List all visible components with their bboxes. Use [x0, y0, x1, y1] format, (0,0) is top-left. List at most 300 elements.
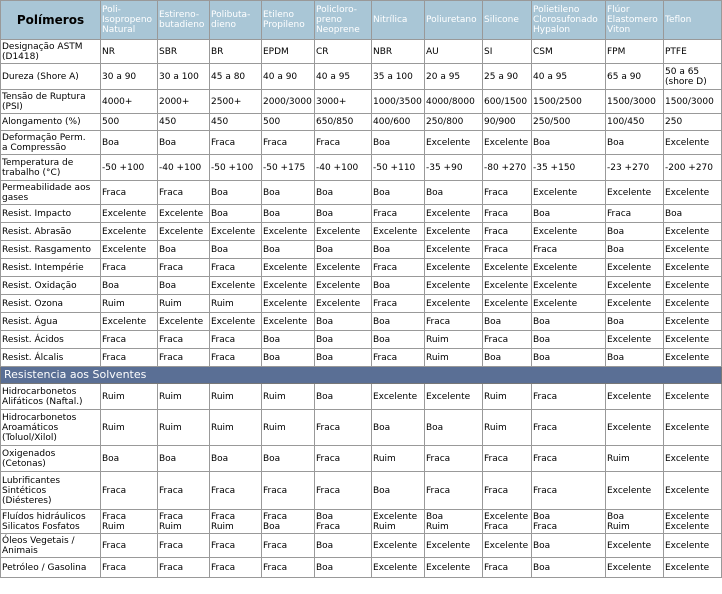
- row-label: [1, 223, 101, 241]
- row-label: [1, 131, 101, 155]
- table-cell: [210, 114, 262, 131]
- table-cell: [101, 223, 158, 241]
- cell-text: Ruim: [607, 453, 630, 464]
- cell-text: (D1418): [2, 51, 39, 62]
- table-cell: [606, 90, 664, 114]
- cell-text: Boa: [263, 453, 281, 464]
- table-cell: [262, 331, 315, 349]
- table-cell: [606, 534, 664, 558]
- cell-text: Excelente: [426, 262, 471, 273]
- table-cell: [158, 331, 210, 349]
- table-cell: [158, 472, 210, 510]
- row-label: [1, 349, 101, 367]
- cell-text: Fraca: [607, 208, 632, 219]
- table-cell: [101, 131, 158, 155]
- cell-text: Boa: [533, 137, 551, 148]
- cell-text: Boa: [316, 316, 334, 327]
- table-cell: [664, 223, 722, 241]
- table-cell: [158, 277, 210, 295]
- table-cell: [483, 384, 532, 410]
- table-cell: [101, 472, 158, 510]
- table-cell: [372, 313, 425, 331]
- cell-text: Fraca: [102, 334, 127, 345]
- table-cell: [262, 155, 315, 181]
- table-cell: [532, 223, 606, 241]
- table-cell: [158, 114, 210, 131]
- row-label: [1, 241, 101, 259]
- cell-text: Fraca: [373, 352, 398, 363]
- table-cell: [664, 205, 722, 223]
- table-cell: [158, 446, 210, 472]
- cell-text: 3000+: [316, 96, 347, 107]
- cell-text: 2500+: [211, 96, 242, 107]
- table-cell: [315, 90, 372, 114]
- table-row: [1, 472, 722, 510]
- cell-text: Etileno: [263, 10, 294, 20]
- row-label: [1, 384, 101, 410]
- table-cell: [101, 510, 158, 534]
- cell-text: Fraca: [316, 521, 341, 532]
- cell-text: Fraca: [102, 485, 127, 496]
- table-cell: [425, 131, 483, 155]
- cell-text: preno: [316, 15, 342, 25]
- cell-text: Ruim: [373, 521, 396, 532]
- table-cell: [372, 510, 425, 534]
- table-cell: [210, 259, 262, 277]
- table-cell: [101, 349, 158, 367]
- cell-text: Excelente: [316, 298, 361, 309]
- cell-text: Fraca: [159, 562, 184, 573]
- table-cell: [315, 40, 372, 64]
- table-cell: [210, 331, 262, 349]
- column-header: [262, 1, 315, 40]
- cell-text: Excelente: [533, 280, 578, 291]
- cell-text: Boa: [263, 352, 281, 363]
- cell-text: PTFE: [665, 46, 687, 57]
- cell-text: Excelente: [484, 540, 529, 551]
- cell-text: Fraca: [373, 262, 398, 273]
- table-row: [1, 90, 722, 114]
- cell-text: Excelente: [211, 280, 256, 291]
- cell-text: Designação ASTM: [2, 41, 83, 52]
- cell-text: Hidrocarbonetos: [2, 386, 77, 397]
- table-cell: [262, 510, 315, 534]
- table-cell: [425, 349, 483, 367]
- cell-text: Excelente: [211, 226, 256, 237]
- cell-text: Excelente: [607, 298, 652, 309]
- table-cell: [606, 181, 664, 205]
- table-cell: [101, 155, 158, 181]
- cell-text: Fraca: [102, 511, 127, 522]
- table-cell: [606, 510, 664, 534]
- cell-text: Boa: [373, 187, 391, 198]
- cell-text: Boa: [607, 244, 625, 255]
- cell-text: Resist. Impacto: [2, 208, 72, 219]
- table-cell: [158, 558, 210, 578]
- cell-text: Fraca: [533, 453, 558, 464]
- table-cell: [425, 223, 483, 241]
- cell-text: Excelente: [211, 316, 256, 327]
- cell-text: Ruim: [102, 521, 125, 532]
- cell-text: -23 +270: [607, 162, 650, 173]
- table-cell: [315, 558, 372, 578]
- cell-text: Fraca: [263, 485, 288, 496]
- cell-text: 25 a 90: [484, 71, 519, 82]
- cell-text: Fluídos hidráulicos: [2, 511, 86, 522]
- table-cell: [664, 410, 722, 446]
- table-cell: [101, 205, 158, 223]
- table-cell: [158, 90, 210, 114]
- table-cell: [664, 331, 722, 349]
- cell-text: EPDM: [263, 46, 289, 57]
- cell-text: Boa: [607, 511, 625, 522]
- table-cell: [532, 558, 606, 578]
- table-cell: [606, 384, 664, 410]
- cell-text: Fraca: [316, 137, 341, 148]
- table-cell: [158, 131, 210, 155]
- table-row: [1, 446, 722, 472]
- cell-text: Nitrílica: [373, 15, 408, 25]
- table-row: [1, 331, 722, 349]
- table-cell: [372, 205, 425, 223]
- table-cell: [483, 205, 532, 223]
- cell-text: Fraca: [263, 562, 288, 573]
- cell-text: Resist. Oxidação: [2, 280, 77, 291]
- table-cell: [262, 90, 315, 114]
- table-cell: [262, 205, 315, 223]
- cell-text: butadieno: [159, 20, 205, 30]
- cell-text: Fraca: [373, 298, 398, 309]
- table-cell: [372, 40, 425, 64]
- cell-text: Ruim: [426, 334, 449, 345]
- cell-text: Boa: [373, 334, 391, 345]
- table-cell: [532, 114, 606, 131]
- table-cell: [606, 114, 664, 131]
- cell-text: Excelente: [426, 391, 471, 402]
- cell-text: Ruim: [211, 521, 234, 532]
- cell-text: Alifáticos (Naftal.): [2, 396, 83, 407]
- cell-text: Excelente: [665, 562, 710, 573]
- table-row: [1, 510, 722, 534]
- table-cell: [372, 64, 425, 90]
- table-cell: [210, 40, 262, 64]
- cell-text: 1500/3000: [665, 96, 714, 107]
- cell-text: Boa: [263, 187, 281, 198]
- cell-text: Excelente: [316, 262, 361, 273]
- row-label: [1, 510, 101, 534]
- cell-text: Boa: [373, 244, 391, 255]
- cell-text: Excelente: [484, 262, 529, 273]
- cell-text: Excelente: [607, 422, 652, 433]
- table-cell: [532, 349, 606, 367]
- table-cell: [315, 64, 372, 90]
- cell-text: Excelente: [373, 562, 418, 573]
- table-cell: [315, 155, 372, 181]
- table-cell: [262, 472, 315, 510]
- column-header: [606, 1, 664, 40]
- cell-text: CR: [316, 46, 329, 57]
- cell-text: Excelente: [665, 262, 710, 273]
- table-cell: [158, 295, 210, 313]
- table-cell: [262, 384, 315, 410]
- cell-text: 30 a 90: [102, 71, 137, 82]
- table-cell: [372, 384, 425, 410]
- cell-text: Polibuta-: [211, 10, 251, 20]
- table-row: [1, 349, 722, 367]
- cell-text: Fraca: [316, 485, 341, 496]
- cell-text: 100/450: [607, 117, 645, 127]
- table-cell: [210, 205, 262, 223]
- table-cell: [532, 181, 606, 205]
- cell-text: Excelente: [607, 540, 652, 551]
- cell-text: Fraca: [159, 511, 184, 522]
- table-cell: [158, 410, 210, 446]
- table-cell: [606, 331, 664, 349]
- cell-text: Boa: [533, 562, 551, 573]
- table-cell: [315, 313, 372, 331]
- table-cell: [664, 259, 722, 277]
- table-cell: [372, 410, 425, 446]
- table-cell: [483, 295, 532, 313]
- cell-text: Boa: [533, 511, 551, 522]
- cell-text: -50 +100: [211, 162, 254, 173]
- row-label: [1, 331, 101, 349]
- cell-text: Excelente: [263, 262, 308, 273]
- table-cell: [532, 534, 606, 558]
- cell-text: Boa: [665, 208, 683, 219]
- cell-text: Excelente: [426, 208, 471, 219]
- cell-text: Fraca: [484, 244, 509, 255]
- table-cell: [532, 64, 606, 90]
- table-cell: [664, 472, 722, 510]
- cell-text: Fraca: [263, 137, 288, 148]
- cell-text: Natural: [102, 25, 136, 35]
- table-cell: [664, 384, 722, 410]
- cell-text: Excelente: [665, 244, 710, 255]
- cell-text: Fraca: [426, 485, 451, 496]
- cell-text: SI: [484, 46, 493, 57]
- cell-text: 35 a 100: [373, 71, 413, 82]
- cell-text: SBR: [159, 46, 178, 57]
- table-cell: [101, 241, 158, 259]
- column-header: [664, 1, 722, 40]
- table-cell: [606, 313, 664, 331]
- table-cell: [372, 259, 425, 277]
- table-row: [1, 558, 722, 578]
- table-cell: [532, 472, 606, 510]
- cell-text: 2000/3000: [263, 96, 312, 107]
- cell-text: Fraca: [211, 262, 236, 273]
- cell-text: Excelente: [159, 316, 204, 327]
- section-title: Resistencia aos Solventes: [1, 367, 722, 384]
- cell-text: Elastomero: [607, 15, 658, 25]
- table-cell: [101, 64, 158, 90]
- cell-text: 250: [665, 117, 683, 127]
- table-cell: [210, 90, 262, 114]
- table-cell: [606, 558, 664, 578]
- table-cell: [372, 277, 425, 295]
- cell-text: Excelente: [316, 226, 361, 237]
- cell-text: Fraca: [484, 187, 509, 198]
- table-cell: [315, 384, 372, 410]
- table-cell: [315, 446, 372, 472]
- table-cell: [483, 155, 532, 181]
- table-cell: [315, 205, 372, 223]
- table-cell: [262, 181, 315, 205]
- cell-text: Animais: [2, 545, 38, 556]
- table-cell: [425, 534, 483, 558]
- table-cell: [425, 331, 483, 349]
- table-cell: [425, 155, 483, 181]
- cell-text: Ruim: [159, 521, 182, 532]
- cell-text: Fraca: [533, 391, 558, 402]
- table-cell: [315, 131, 372, 155]
- cell-text: 1500/2500: [533, 96, 582, 107]
- cell-text: Boa: [426, 422, 444, 433]
- cell-text: Viton: [607, 25, 631, 35]
- cell-text: 50 a 65: [665, 66, 700, 77]
- table-cell: [210, 510, 262, 534]
- table-cell: [372, 90, 425, 114]
- cell-text: 20 a 95: [426, 71, 461, 82]
- table-row: [1, 241, 722, 259]
- table-cell: [262, 534, 315, 558]
- cell-text: Excelente: [102, 208, 147, 219]
- table-cell: [210, 155, 262, 181]
- table-cell: [262, 558, 315, 578]
- cell-text: 1500/3000: [607, 96, 656, 107]
- cell-text: Excelente: [426, 562, 471, 573]
- cell-text: Excelente: [665, 226, 710, 237]
- cell-text: Excelente: [373, 511, 418, 522]
- cell-text: Fraca: [159, 262, 184, 273]
- cell-text: (shore D): [665, 76, 707, 87]
- cell-text: Excelente: [533, 262, 578, 273]
- column-header: [158, 1, 210, 40]
- cell-text: FPM: [607, 46, 626, 57]
- table-cell: [372, 534, 425, 558]
- table-cell: [425, 277, 483, 295]
- table-cell: [262, 131, 315, 155]
- table-cell: [210, 534, 262, 558]
- table-cell: [532, 331, 606, 349]
- table-cell: [315, 277, 372, 295]
- cell-text: Excelente: [607, 485, 652, 496]
- cell-text: Boa: [607, 316, 625, 327]
- cell-text: 250/800: [426, 117, 464, 127]
- cell-text: Excelente: [484, 280, 529, 291]
- table-cell: [372, 223, 425, 241]
- table-row: [1, 205, 722, 223]
- cell-text: AU: [426, 46, 439, 57]
- cell-text: Fraca: [211, 540, 236, 551]
- cell-text: 1000/3500: [373, 96, 422, 107]
- table-cell: [210, 295, 262, 313]
- cell-text: Boa: [316, 352, 334, 363]
- table-cell: [532, 241, 606, 259]
- cell-text: Fraca: [426, 316, 451, 327]
- cell-text: Boa: [263, 334, 281, 345]
- cell-text: Ruim: [373, 453, 396, 464]
- cell-text: a Compressão: [2, 142, 67, 153]
- cell-text: Excelente: [426, 226, 471, 237]
- row-label: [1, 181, 101, 205]
- cell-text: Óleos Vegetais /: [2, 535, 75, 546]
- table-cell: [606, 410, 664, 446]
- cell-text: Silicatos Fosfatos: [2, 521, 80, 532]
- cell-text: -35 +150: [533, 162, 576, 173]
- table-cell: [262, 410, 315, 446]
- table-row: [1, 64, 722, 90]
- cell-text: Boa: [316, 391, 334, 402]
- cell-text: Excelente: [533, 298, 578, 309]
- cell-text: Excelente: [607, 334, 652, 345]
- cell-text: 600/1500: [484, 96, 528, 107]
- table-cell: [425, 241, 483, 259]
- cell-text: 40 a 90: [263, 71, 298, 82]
- table-cell: [101, 534, 158, 558]
- cell-text: Fraca: [533, 422, 558, 433]
- table-cell: [532, 313, 606, 331]
- cell-text: NR: [102, 46, 115, 57]
- table-cell: [101, 313, 158, 331]
- cell-text: Excelente: [665, 187, 710, 198]
- cell-text: Tensão de Ruptura: [2, 91, 86, 102]
- table-cell: [606, 131, 664, 155]
- cell-text: Excelente: [607, 187, 652, 198]
- cell-text: Fraca: [484, 208, 509, 219]
- table-cell: [425, 259, 483, 277]
- table-cell: [372, 331, 425, 349]
- table-cell: [425, 181, 483, 205]
- cell-text: Excelente: [607, 562, 652, 573]
- cell-text: Ruim: [102, 391, 125, 402]
- cell-text: Fraca: [211, 562, 236, 573]
- cell-text: Fraca: [533, 244, 558, 255]
- cell-text: -35 +90: [426, 162, 463, 173]
- cell-text: Boa: [533, 540, 551, 551]
- table-cell: [210, 181, 262, 205]
- cell-text: (Diésteres): [2, 495, 52, 506]
- cell-text: Boa: [159, 280, 177, 291]
- cell-text: Dureza (Shore A): [2, 71, 79, 82]
- table-cell: [483, 446, 532, 472]
- column-header: [315, 1, 372, 40]
- cell-text: Ruim: [484, 391, 507, 402]
- cell-text: Boa: [159, 453, 177, 464]
- table-cell: [158, 223, 210, 241]
- row-label: [1, 558, 101, 578]
- table-cell: [606, 472, 664, 510]
- table-cell: [425, 295, 483, 313]
- table-cell: [262, 349, 315, 367]
- table-cell: [262, 446, 315, 472]
- table-cell: [210, 131, 262, 155]
- table-cell: [315, 410, 372, 446]
- table-row: [1, 155, 722, 181]
- table-cell: [425, 114, 483, 131]
- column-header: [101, 1, 158, 40]
- table-row: [1, 277, 722, 295]
- cell-text: 450: [159, 117, 177, 127]
- cell-text: Ruim: [211, 298, 234, 309]
- table-cell: [262, 241, 315, 259]
- table-cell: [532, 446, 606, 472]
- cell-text: Fraca: [159, 352, 184, 363]
- cell-text: Ruim: [102, 298, 125, 309]
- cell-text: Excelente: [373, 540, 418, 551]
- table-cell: [664, 446, 722, 472]
